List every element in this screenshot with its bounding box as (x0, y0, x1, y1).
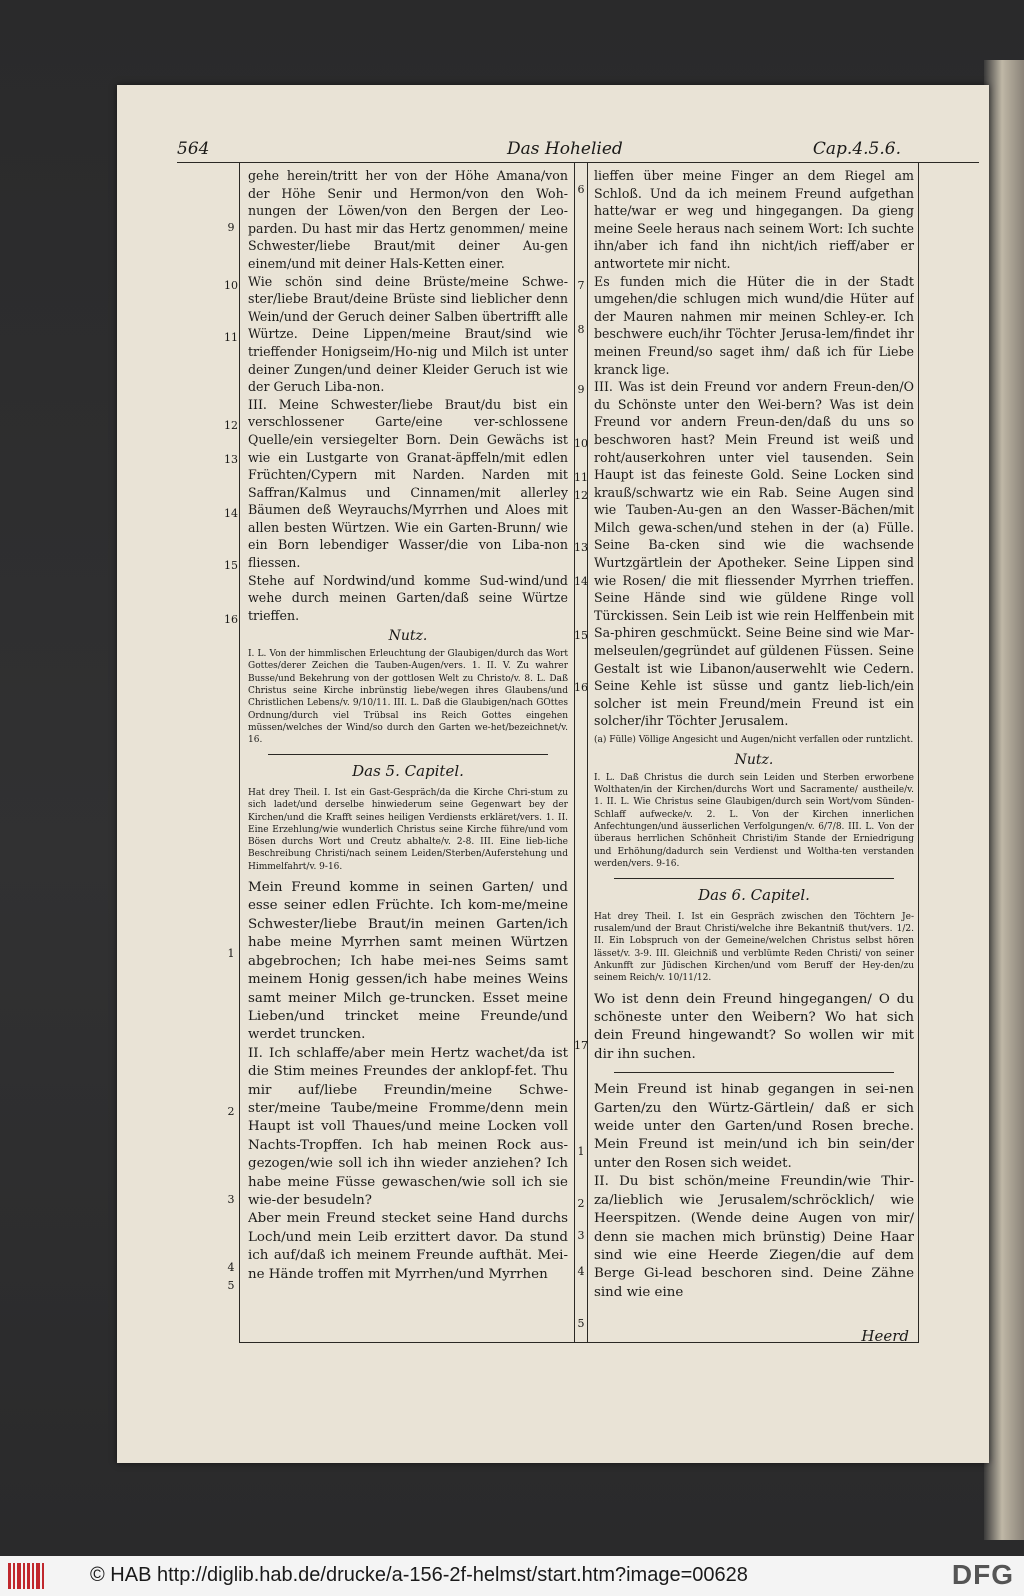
footer-copyright-link[interactable]: © HAB http://diglib.hab.de/drucke/a-156-2f-helmst/start.htm?image=00628 (90, 1564, 748, 1586)
verse-number: 7 (577, 279, 585, 292)
verse-number: 12 (224, 419, 238, 432)
chapter-summary: Hat drey Theil. I. Ist ein Gast-Gespräch/da die Kirche Chri-stum zu sich ladet/und derselbe hinwiederum seine Gegenwart bey der Kirchen/und die Krafft seines heiligen Verdiensts erkläret/vers. 1. II. Eine Erzehlung/wie wunderlich Christus seine Kirche führe/und vom Bösen durchs Wort und Creutz abhalte/v. 2-8. III. Eine lieb-liche Beschreibung Christi/nach seinem Leiden/Sterben/Auferstehung und Himmelfahrt/v. 9-16. (248, 788, 568, 872)
verse-paragraph: gehe herein/tritt her von der Höhe Amana/von der Höhe Senir und Hermon/von den Woh-nungen der Löwen/von den Bergen der Leo-parden. Du hast mir das Hertz genommen/ meine Schwester/liebe Braut/mit deiner Au-gen einem/und mit deiner Hals-Ketten einer. (248, 168, 568, 271)
column-divider (574, 163, 588, 1343)
verse-number: 1 (227, 947, 235, 960)
left-column (248, 167, 568, 1339)
verse-paragraph: lieffen über meine Finger an dem Riegel am Schloß. Und da ich meinem Freund aufgethan hatte/war er weg und hingegangen. Da gieng meine Seele heraus nach seinem Wort: Ich suchte ihn/aber ich fand ihn nicht/ich rieff/aber er antwortete mir nicht. (594, 168, 914, 271)
barcode-logo-icon (8, 1563, 48, 1589)
verse-number: 10 (224, 279, 238, 292)
verse-number: 17 (574, 1039, 588, 1052)
verse-number: 16 (574, 681, 588, 694)
nutz-paragraph: I. L. Daß Christus die durch sein Leiden und Sterben erworbene Wolthaten/in der Kirchen/durchs Wort und Sacramente/ austheile/v. 1. II. L. Wie Christus seine Glaubigen/durch sein Wort/vom Sünden-Schlaff aufwecke/v. 2. L. Von der Kirchen innerlichen Anfechtungen/und äusserlichen Verfolgungen/v. 6/7/8. III. L. Von der überaus herrlichen Schönheit Christi/im Stande der Erniedrigung und Erhöhung/dadurch sein Verdienst und Woltha-ten verstanden werden/vers. 9-16. (594, 772, 914, 869)
verse-number: 11 (224, 331, 238, 344)
verse-paragraph: Es funden mich die Hüter die in der Stadt umgehen/die schlugen mich wund/die Hüter auf der Mauren nahmen mir meinen Schley-er. Ich beschwere euch/ihr Töchter Jerusa-lem/findet ihr meinen Freund/so saget ihm/ daß ich für Liebe kranck lige. (594, 273, 914, 377)
verse-paragraph: Stehe auf Nordwind/und komme Sud-wind/und wehe durch meinen Garten/daß seine Würtze trieffen. (248, 572, 568, 623)
catchword: Heerd (861, 1327, 909, 1345)
verse-paragraph: Wo ist denn dein Freund hingegangen/ O du schöneste unter den Weibern? Wo hat sich dein Freund hingewandt? So wollen wir mit dir ihn suchen. (594, 991, 914, 1062)
verse-number: 14 (574, 575, 588, 588)
dfg-logo: DFG (951, 1559, 1014, 1590)
verse-paragraph: Aber mein Freund stecket seine Hand durchs Loch/und mein Leib erzittert davor. Da stund ich auf/daß ich meinem Freunde aufthät. Mei-ne Hände troffen mit Myrrhen/und Myrrhen (248, 1211, 568, 1282)
verse-number: 13 (574, 541, 588, 554)
verse-number: 6 (577, 183, 585, 196)
chapter-heading: Das 6. Capitel. (698, 886, 810, 905)
verse-paragraph: III. Was ist dein Freund vor andern Freun-den/O du Schönste unter den Wei-bern? Was ist dein Freund vor andern Freun-den/daß du uns so beschworen hast? Mein Freund ist weiß und roht/auserkohren unter viel tausenden. Sein Haupt ist das feineste Gold. Seine Locken sind krauß/schwartz wie ein Rab. Seine Augen sind wie Tauben-Au-gen an den Wasser-Bächen/mit Milch gewa-schen/und stehen in der (a) Fülle. Seine Ba-cken sind wie die wachsende Wurtzgärtlein der Apotheker. Seine Lippen sind wie Rosen/ die mit fliessender Myrrhen trieffen. Seine Hände sind wie güldene Ringe voll Türckissen. Sein Leib ist wie rein Helffenbein mit Sa-phiren geschmückt. Seine Beine sind wie Mar-melseulen/gegründet auf güldenen Füssen. Seine Gestalt ist wie Libanon/auserwehlt wie Cedern. Seine Kehle ist süsse und gantz lieb-lich/ein solcher ist mein Freund/mein Freund ist ein solcher/ihr Töchter Jerusalem. (594, 379, 914, 729)
page-header (177, 137, 979, 163)
verse-number: 4 (227, 1261, 235, 1274)
verse-number: 2 (577, 1197, 585, 1210)
book-page (117, 85, 989, 1463)
verse-number: 5 (577, 1317, 585, 1330)
section-divider (614, 1072, 894, 1073)
section-divider (614, 878, 894, 879)
footer-bar (0, 1556, 1024, 1596)
verse-number: 3 (227, 1193, 235, 1206)
verse-paragraph: III. Meine Schwester/liebe Braut/du bist ein verschlossener Garte/eine ver-schlossene Quelle/ein versiegelter Born. Dein Gewächs ist wie ein Lustgarte von Granat-äpffeln/mit edlen Früchten/Cypern mit Narden. Narden mit Saffran/Kalmus und Cinnamen/mit allerley Bäumen deß Weyrauchs/Myrrhen und Aloes mit allen besten Würtzen. Wie ein Garten-Brunn/ wie ein Born lebendiger Wasser/die von Liba-non fliessen. (248, 396, 568, 571)
verse-paragraph: Wie schön sind deine Brüste/meine Schwe-ster/liebe Braut/deine Brüste sind lieblicher denn Wein/und der Geruch deiner Salben übertrifft alle Würtze. Deine Lippen/meine Braut/sind wie trieffender Honigseim/Ho-nig und Milch ist unter deiner Zungen/und deiner Kleider Geruch ist wie der Geruch Liba-non. (248, 273, 568, 395)
verse-paragraph: II. Du bist schön/meine Freundin/wie Thir-za/lieblich wie Jerusalem/schröcklich/ wie Heerspitzen. (Wende deine Augen von mir/ denn sie machen mich brünstig) Deine Haar sind wie eine Heerde Ziegen/die auf dem Berge Gi-lead beschoren sind. Deine Zähne sind wie eine (594, 1174, 914, 1300)
verse-paragraph: Mein Freund ist hinab gegangen in sei-nen Garten/zu den Würtz-Gärtlein/ daß er sich weide unter den Garten/und Rosen breche. Mein Freund ist mein/und ich bin sein/der unter den Rosen sich weidet. (594, 1082, 914, 1171)
verse-number: 13 (224, 453, 238, 466)
verse-number: 14 (224, 507, 238, 520)
verse-number: 16 (224, 613, 238, 626)
chapter-heading: Das 5. Capitel. (352, 762, 464, 781)
running-title: Das Hohelied (507, 139, 623, 159)
verse-number: 12 (574, 489, 588, 502)
right-column (594, 167, 914, 1339)
book-spine (984, 60, 1024, 1540)
nutz-paragraph: I. L. Von der himmlischen Erleuchtung der Glaubigen/durch das Wort Gottes/derer Zeichen die Tauben-Augen/vers. 1. II. V. Zu wahrer Busse/und Bekehrung von der gottlosen Welt zu Christo/v. 8. L. Daß Christus seine Kirche inbrünstig liebe/wegen ihres Glaubens/und Christlichen Lebens/v. 9/10/11. III. L. Daß die Glaubigen/nach GOttes Ordnung/durch viel Trübsal ins Reich Gottes eingehen müssen/welches der Wind/so durch den Garten we-het/bezeichnet/v. 16. (248, 649, 568, 746)
page-number: 564 (177, 139, 210, 159)
verse-number: 2 (227, 1105, 235, 1118)
text-frame (224, 163, 919, 1343)
chapter-summary: Hat drey Theil. I. Ist ein Gespräch zwischen den Töchtern Je-rusalem/und der Braut Christi/welche ihre Bekantniß thut/vers. 1/2. II. Ein Lobspruch von der Gemeine/welchen Christus selbst hören lässet/v. 3-9. III. Gleichniß und verblümte Reden Christi/ von seiner Ankunfft zur Jüdischen Kirchen/und vom Beruff der Hey-den/zu seinem Reich/v. 10/11/12. (594, 911, 914, 984)
verse-paragraph: II. Ich schlaffe/aber mein Hertz wachet/da ist die Stim meines Freundes der anklopf-fet. Thu mir auf/liebe Freundin/meine Schwe-ster/meine Taube/meine Fromme/denn mein Haupt ist voll Thaues/und meine Locken voll Nachts-Tropffen. Ich hab meinen Rock aus-gezogen/wie soll ich ihn wieder anziehen? Ich habe meine Füsse gewaschen/wie soll ich sie wie-der besudeln? (248, 1045, 568, 1208)
verse-number: 15 (574, 629, 588, 642)
nutz-heading: Nutz. (734, 752, 774, 769)
footnote: (a) Fülle) Völlige Angesicht und Augen/nicht verfallen oder runtzlicht. (594, 735, 914, 745)
chapter-reference: Cap.4.5.6. (812, 139, 901, 159)
section-divider (268, 754, 548, 755)
verse-number: 1 (577, 1145, 585, 1158)
verse-number: 5 (227, 1279, 235, 1292)
verse-number: 10 (574, 437, 588, 450)
verse-number: 9 (227, 221, 235, 234)
verse-number: 9 (577, 383, 585, 396)
verse-number: 8 (577, 323, 585, 336)
page-content (177, 137, 979, 1447)
verse-number: 15 (224, 559, 238, 572)
nutz-heading: Nutz. (388, 628, 428, 645)
verse-paragraph: Mein Freund komme in seinen Garten/ und esse seiner edlen Früchte. Ich kom-me/meine Schwester/liebe Braut/in meinen Garten/ich habe meine Myrrhen samt meinen Würtzen abgebrochen; Ich habe mei-nes Seims samt meinem Honig gessen/ich habe meines Weins samt meiner Milch ge-truncken. Esset meine Lieben/und trincket meine Freunde/und werdet truncken. (248, 880, 568, 1043)
verse-number: 11 (574, 471, 588, 484)
verse-number: 3 (577, 1229, 585, 1242)
verse-number: 4 (577, 1265, 585, 1278)
